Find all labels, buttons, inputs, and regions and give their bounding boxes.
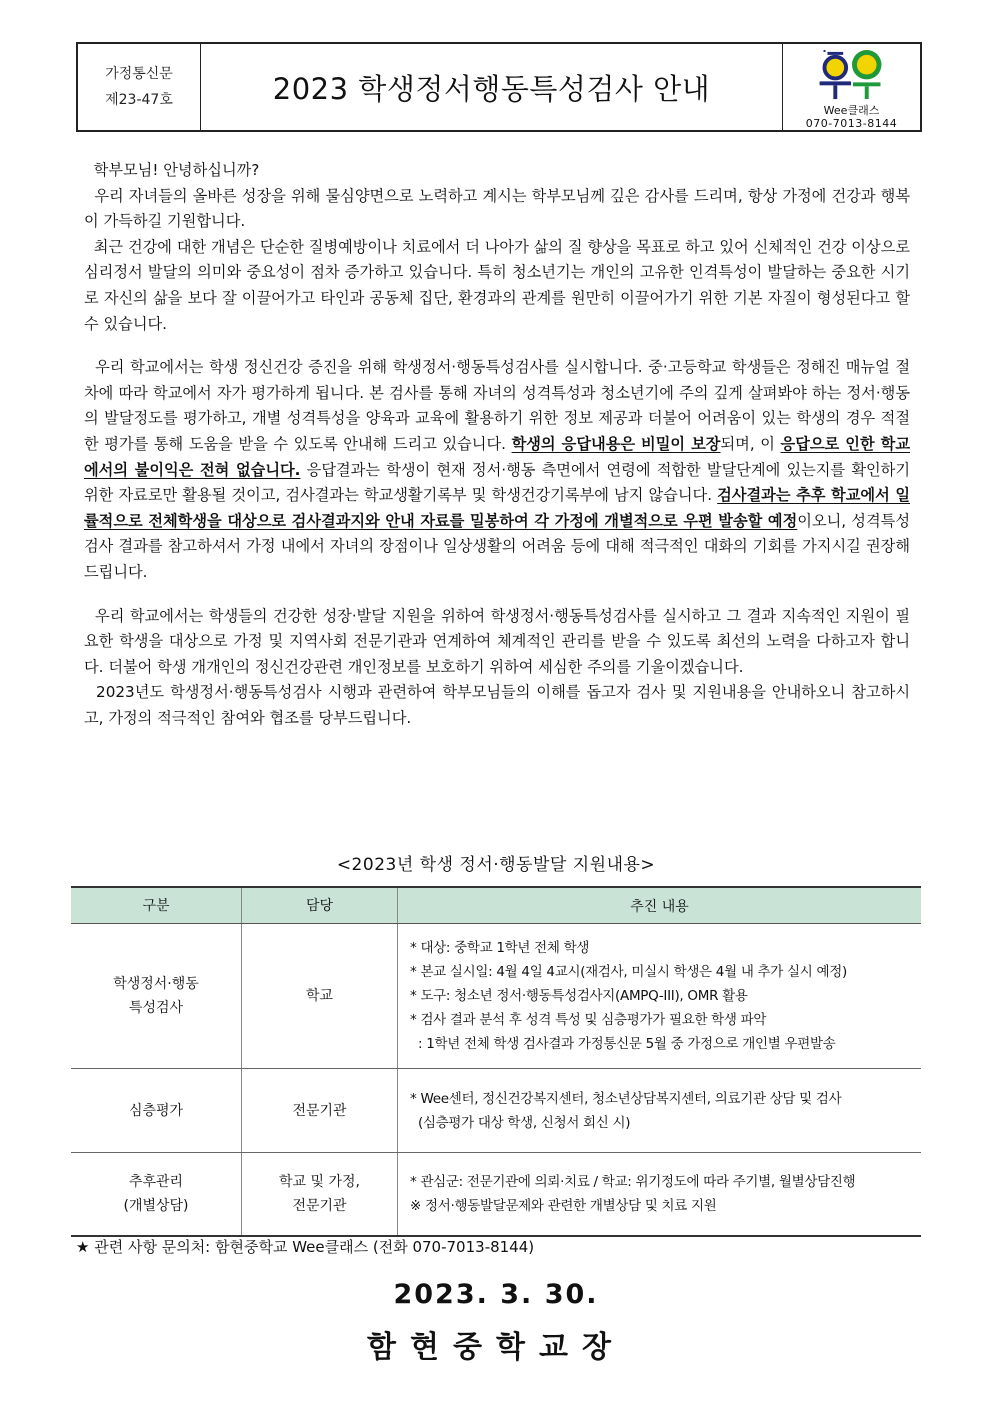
header-owner: 담당 [242,887,398,924]
doc-info [78,44,201,130]
header-category: 구분 [71,887,242,924]
row-details: * 관심군: 전문기관에 의뢰·치료 / 학교: 위기정도에 따라 주기별, 월별상담진행 ※ 정서·행동발달문제와 관련한 개별상담 및 치료 지원 [398,1153,922,1237]
paragraph-5: 2023년도 학생정서·행동특성검사 시행과 관련하여 학부모님들의 이해를 돕고자 검사 및 지원내용을 안내하오니 참고하시고, 가정의 적극적인 참여와 협조를 당부드립니다. [84,683,910,727]
table-row [71,1153,921,1237]
row-category: 학생정서·행동 특성검사 [71,924,242,1069]
table-header-row [71,887,921,924]
doc-type: 가정통신문 [105,66,173,82]
greeting: 학부모님! 안녕하십니까? [93,161,260,179]
underline-confidential: 학생의 응답내용은 비밀이 보장 [511,434,721,453]
paragraph-4: 우리 학교에서는 학생들의 건강한 성장·발달 지원을 위하여 학생정서·행동특성검사를 실시하고 그 결과 지속적인 지원이 필요한 학생을 대상으로 가정 및 지역사회 전문기관과 연계하여 체계적인 관리를 받을 수 있도록 최선의 노력을 다하고자 합니다. 더불어 학생 개개인의 정신건강관련 개인정보를 보호하기 위하여 세심한 주의를 기울이겠습니다. [84,606,910,676]
letter-body [84,158,910,731]
row-details: * 대상: 중학교 1학년 전체 학생 * 본교 실시일: 4월 4일 4교시(재검사, 미실시 학생은 4월 내 추가 실시 예정) * 도구: 청소년 정서·행동특성검사지(AMPQ-III), OMR 활용 * 검사 결과 분석 후 성격 특성 및 심층평가가 필요한 학생 파악 : 1학년 전체 학생 검사결과 가정통신문 5월 중 가정으로 개인별 우편발송 [398,924,922,1069]
row-category: 추후관리 (개별상담) [71,1153,242,1237]
issue-date: 2023. 3. 30. [393,1279,599,1310]
support-table [71,886,921,1237]
table-caption: <2023년 학생 정서·행동발달 지원내용> [336,855,656,875]
principal-signature: 함현중학교장 [367,1330,625,1365]
table-row [71,1069,921,1153]
wee-class-logo-block [782,44,920,130]
doc-number: 제23-47호 [105,92,173,108]
paragraph-2: 최근 건강에 대한 개념은 단순한 질병예방이나 치료에서 더 나아가 삶의 질 향상을 목표로 하고 있어 신체적인 건강 이상으로 심리정서 발달의 의미와 중요성이 점차 증가하고 있습니다. 특히 청소년기는 개인의 고유한 인격특성이 발달하는 중요한 시기로 자신의 삶을 보다 잘 이끌어가고 타인과 공동체 집단, 환경과의 관계를 원만히 이끌어가기 위한 기본 자질이 형성된다고 할 수 있습니다. [84,237,910,333]
contact-line: ★ 관련 사항 문의처: 함현중학교 Wee클래스 (전화 070-7013-8144) [76,1238,535,1256]
underline-no-disadvantage: 응답으로 인한 학교에서의 불이익은 전혀 없습니다. [84,434,911,479]
row-owner: 학교 [242,924,398,1069]
underline-mail-results: 검사결과는 추후 학교에서 일률적으로 전체학생을 대상으로 검사결과지와 안내 자료를 밀봉하여 각 가정에 개별적으로 우편 발송할 예정 [84,486,911,530]
notice-header [76,42,922,132]
table-row [71,924,921,1069]
header-details: 추진 내용 [398,887,922,924]
row-category: 심층평가 [71,1069,242,1153]
wee-class-logo-icon [815,48,889,103]
paragraph-1: 우리 자녀들의 올바른 성장을 위해 물심양면으로 노력하고 계시는 학부모님께 깊은 감사를 드리며, 항상 가정에 건강과 행복이 가득하길 기원합니다. [84,186,910,231]
org-name: Wee클래스 [823,104,880,117]
row-owner: 학교 및 가정, 전문기관 [242,1153,398,1237]
row-owner: 전문기관 [242,1069,398,1153]
org-phone: 070-7013-8144 [805,117,898,130]
paragraph-3: 우리 학교에서는 학생 정신건강 증진을 위해 학생정서·행동특성검사를 실시합니다. 중·고등학교 학생들은 정해진 매뉴얼 절차에 따라 학교에서 자가 평가하게 됩니다. 본 검사를 통해 자녀의 성격특성과 청소년기에 주의 깊게 살펴봐야 하는 정서·행동의 발달정도를 평가하고, 개별 성격특성을 양육과 교육에 활용하기 위한 정보 제공과 더불어 어려움이 있는 학생의 경우 적절한 평가를 통해 도움을 받을 수 있도록 안내해 드리고 있습니다. 학생의 응답내용은 비밀이 보장되며, 이 응답으로 인한 학교에서의 불이익은 전혀 없습니다. 응답결과는 학생이 현재 정서·행동 측면에서 연령에 적합한 발달단계에 있는지를 확인하기 위한 자료로만 활용될 것이고, 검사결과는 학교생활기록부 및 학생건강기록부에 남지 않습니다. 검사결과는 추후 학교에서 일률적으로 전체학생을 대상으로 검사결과지와 안내 자료를 밀봉하여 각 가정에 개별적으로 우편 발송할 예정이오니, 성격특성검사 결과를 참고하셔서 가정 내에서 자녀의 장점이나 일상생활의 어려움 등에 대해 적극적인 대화의 기회를 가지시길 권장해 드립니다. [84,358,911,581]
row-details: * Wee센터, 정신건강복지센터, 청소년상담복지센터, 의료기관 상담 및 검사 (심층평가 대상 학생, 신청서 회신 시) [398,1069,922,1153]
page-title: 2023 학생정서행동특성검사 안내 [272,71,711,106]
